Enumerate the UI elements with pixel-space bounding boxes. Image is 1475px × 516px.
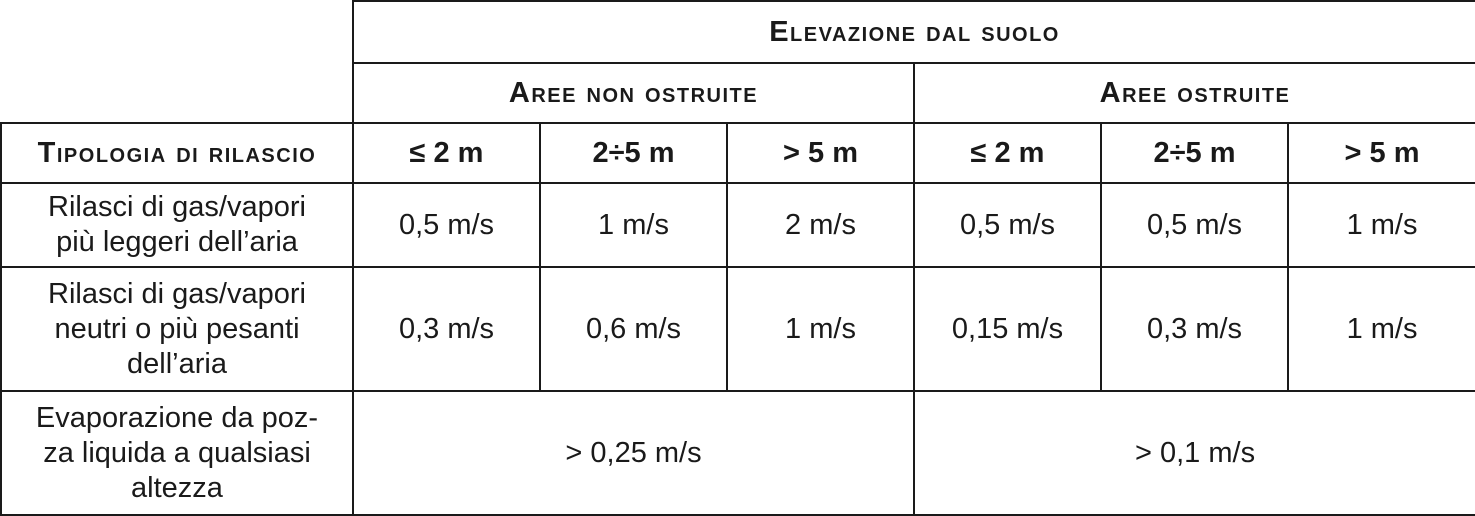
row-label-line: altezza: [131, 471, 223, 504]
row-label-line: za liquida a qualsiasi: [43, 436, 311, 469]
group-header-unobstructed: Aree non ostruite: [353, 63, 914, 123]
merged-cell-unobstructed: > 0,25 m/s: [353, 391, 914, 515]
row-header-label: Tipologia di rilascio: [1, 123, 353, 183]
row-label-line: neutri o più pesanti: [54, 312, 300, 345]
table-cell: 2 m/s: [727, 183, 914, 267]
table-cell: 0,15 m/s: [914, 267, 1101, 391]
table-cell: 0,5 m/s: [1101, 183, 1288, 267]
row-label-line: Evaporazione da poz-: [35, 401, 319, 434]
table-cell: 1 m/s: [540, 183, 727, 267]
row-label: [1, 267, 353, 391]
table-cell: 0,6 m/s: [540, 267, 727, 391]
merged-cell-obstructed: > 0,1 m/s: [914, 391, 1475, 515]
table-cell: 0,3 m/s: [353, 267, 540, 391]
table-row: [1, 391, 1475, 515]
column-header: > 5 m: [1288, 123, 1475, 183]
group-header-obstructed: Aree ostruite: [914, 63, 1475, 123]
row-label: [1, 183, 353, 267]
row-label: [1, 391, 353, 515]
table-row: [1, 267, 1475, 391]
table-cell: 0,5 m/s: [353, 183, 540, 267]
table-cell: 1 m/s: [1288, 267, 1475, 391]
empty-corner-cell: [1, 1, 353, 123]
column-header: 2÷5 m: [1101, 123, 1288, 183]
table-cell: 1 m/s: [1288, 183, 1475, 267]
row-label-line: dell’aria: [127, 347, 227, 380]
table-cell: 1 m/s: [727, 267, 914, 391]
row-label-line: più leggeri dell’aria: [56, 226, 298, 258]
table-row: [1, 183, 1475, 267]
table-cell: 0,5 m/s: [914, 183, 1101, 267]
row-label-line: Rilasci di gas/vapori: [48, 277, 306, 310]
column-header: > 5 m: [727, 123, 914, 183]
column-header: ≤ 2 m: [914, 123, 1101, 183]
table-cell: 0,3 m/s: [1101, 267, 1288, 391]
column-header: ≤ 2 m: [353, 123, 540, 183]
row-label-line: Rilasci di gas/vapori: [48, 191, 306, 223]
column-header: 2÷5 m: [540, 123, 727, 183]
table-title: Elevazione dal suolo: [353, 1, 1475, 63]
